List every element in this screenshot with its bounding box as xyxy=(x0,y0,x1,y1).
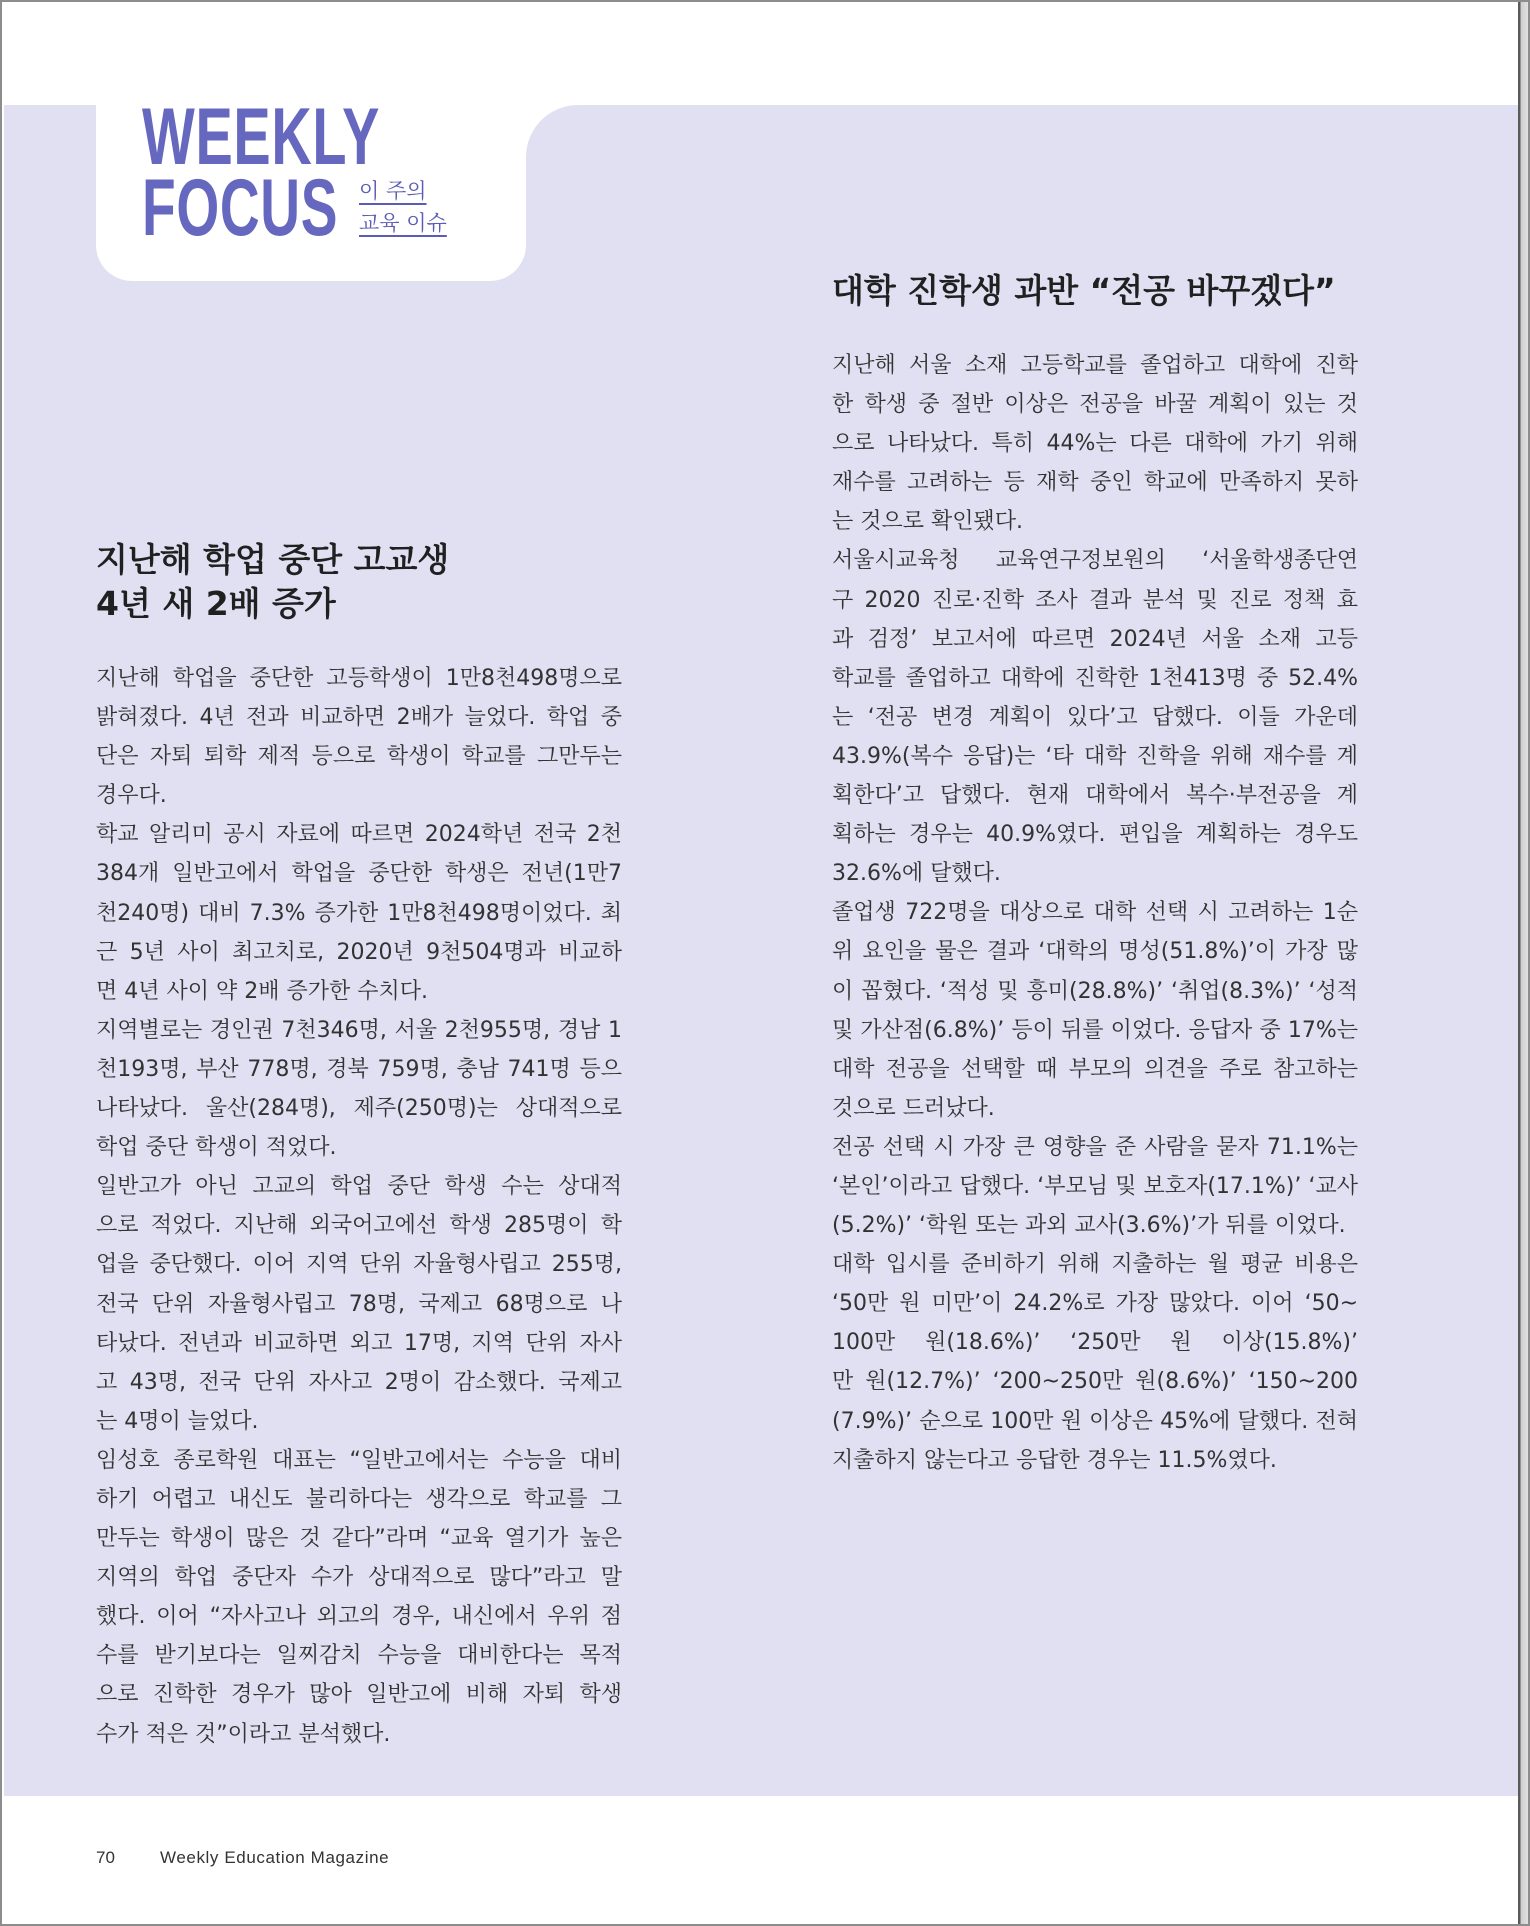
text-line: 위 요인을 물은 결과 ‘대학의 명성(51.8%)’이 가장 많 xyxy=(832,939,1358,965)
text-line: 하기 어렵고 내신도 불리하다는 생각으로 학교를 그 xyxy=(96,1486,622,1512)
text-line: 는 ‘전공 변경 계획이 있다’고 답했다. 이들 가운데 xyxy=(832,704,1358,730)
text-line: 만두는 학생이 많은 것 같다”라며 “교육 열기가 높은 xyxy=(96,1526,622,1552)
weekly-focus-tab xyxy=(96,92,526,281)
text-line: 및 가산점(6.8%)’ 등이 뒤를 이었다. 응답자 중 17%는 xyxy=(832,1017,1358,1043)
text-line: 천240명) 대비 7.3% 증가한 1만8천498명이었다. 최 xyxy=(96,900,622,926)
text-line: 한 학생 중 절반 이상은 전공을 바꿀 계획이 있는 것 xyxy=(832,392,1358,418)
text-line: 으로 적었다. 지난해 외국어고에선 학생 285명이 학 xyxy=(96,1213,622,1239)
page-gutter xyxy=(1518,0,1530,1926)
article-right-headline: 대학 진학생 과반 “전공 바꾸겠다” xyxy=(832,271,1336,310)
text-line: 는 4명이 늘었다. xyxy=(96,1408,259,1434)
text-line: 384개 일반고에서 학업을 중단한 학생은 전년(1만7 xyxy=(96,861,622,887)
text-line: 서울시교육청 교육연구정보원의 ‘서울학생종단연 xyxy=(832,548,1358,574)
text-line: 32.6%에 달했다. xyxy=(832,861,1001,887)
text-line: 구 2020 진로·진학 조사 결과 분석 및 진로 정책 효 xyxy=(832,587,1358,613)
text-line: 근 5년 사이 최고치로, 2020년 9천504명과 비교하 xyxy=(96,939,622,965)
section-tag-line2: 교육 이슈 xyxy=(359,211,447,235)
text-line: ‘50만 원 미만’이 24.2%로 가장 많았다. 이어 ‘50~ xyxy=(832,1291,1358,1317)
article-left-body xyxy=(96,659,622,1754)
text-line: 지역의 학업 중단자 수가 상대적으로 많다”라고 말 xyxy=(96,1565,622,1591)
article-right-body xyxy=(832,346,1358,1480)
text-line: 지난해 학업을 중단한 고등학생이 1만8천498명으로 xyxy=(96,666,622,691)
text-line: 졸업생 722명을 대상으로 대학 선택 시 고려하는 1순 xyxy=(832,900,1358,926)
text-line: 는 것으로 확인됐다. xyxy=(832,509,1023,535)
text-line: 대학 전공을 선택할 때 부모의 의견을 주로 참고하는 xyxy=(832,1056,1358,1082)
text-line: 임성호 종로학원 대표는 “일반고에서는 수능을 대비 xyxy=(96,1447,622,1473)
text-line: 업을 중단했다. 이어 지역 단위 자율형사립고 255명, xyxy=(96,1252,622,1278)
text-line: 것으로 드러났다. xyxy=(832,1095,995,1121)
text-line: 획한다’고 답했다. 현재 대학에서 복수·부전공을 계 xyxy=(832,783,1358,809)
text-line: 일반고가 아닌 고교의 학업 중단 학생 수는 상대적 xyxy=(96,1174,622,1200)
paragraph xyxy=(96,659,622,815)
paragraph xyxy=(832,346,1358,541)
paragraph xyxy=(96,1441,622,1754)
text-line: 나타났다. 울산(284명), 제주(250명)는 상대적으로 xyxy=(96,1096,622,1122)
text-line: 으로 진학한 경우가 많아 일반고에 비해 자퇴 학생 xyxy=(96,1682,622,1708)
text-line: 이 꼽혔다. ‘적성 및 흥미(28.8%)’ ‘취업(8.3%)’ ‘성적 xyxy=(832,978,1358,1004)
article-left-headline-line2: 4년 새 2배 증가 xyxy=(96,584,336,623)
paragraph xyxy=(96,1167,622,1441)
section-tag xyxy=(359,175,447,239)
text-line: 단은 자퇴 퇴학 제적 등으로 학생이 학교를 그만두는 xyxy=(96,744,622,770)
text-line: 획하는 경우는 40.9%였다. 편입을 계획하는 경우도 xyxy=(832,822,1358,848)
masthead-weekly: WEEKLY xyxy=(142,92,381,182)
text-line: 했다. 이어 “자사고나 외고의 경우, 내신에서 우위 점 xyxy=(96,1604,622,1630)
text-line: 재수를 고려하는 등 재학 중인 학교에 만족하지 못하 xyxy=(832,470,1358,496)
magazine-name: Weekly Education Magazine xyxy=(160,1848,390,1867)
text-line: 과 검정’ 보고서에 따르면 2024년 서울 소재 고등 xyxy=(832,626,1358,652)
text-line: 지난해 서울 소재 고등학교를 졸업하고 대학에 진학 xyxy=(832,353,1358,378)
text-line: 수를 받기보다는 일찌감치 수능을 대비한다는 목적 xyxy=(96,1643,622,1669)
text-line: ‘본인’이라고 답했다. ‘부모님 및 보호자(17.1%)’ ‘교사 xyxy=(832,1173,1358,1199)
section-tag-line1: 이 주의 xyxy=(359,179,427,203)
masthead-focus: FOCUS xyxy=(142,163,339,253)
text-line: 밝혀졌다. 4년 전과 비교하면 2배가 늘었다. 학업 중 xyxy=(96,705,622,731)
paragraph xyxy=(832,1245,1358,1480)
article-left-headline xyxy=(96,538,449,626)
paragraph xyxy=(96,815,622,1010)
text-line: 지역별로는 경인권 7천346명, 서울 2천955명, 경남 1 xyxy=(96,1017,622,1043)
article-left-headline-line1: 지난해 학업 중단 고교생 xyxy=(96,540,450,579)
text-line: 천193명, 부산 778명, 경북 759명, 충남 741명 등으 xyxy=(96,1056,622,1082)
page-number: 70 xyxy=(96,1848,115,1867)
paragraph xyxy=(832,541,1358,893)
text-line: 타났다. 전년과 비교하면 외고 17명, 지역 단위 자사 xyxy=(96,1330,622,1356)
text-line: 전공 선택 시 가장 큰 영향을 준 사람을 묻자 71.1%는 xyxy=(832,1134,1358,1160)
text-line: 학교를 졸업하고 대학에 진학한 1천413명 중 52.4% xyxy=(832,665,1358,691)
text-line: (7.9%)’ 순으로 100만 원 이상은 45%에 달했다. 전혀 xyxy=(832,1408,1358,1434)
text-line: 으로 나타났다. 특히 44%는 다른 대학에 가기 위해 xyxy=(832,431,1358,457)
text-line: 고 43명, 전국 단위 자사고 2명이 감소했다. 국제고 xyxy=(96,1369,622,1395)
paragraph xyxy=(832,893,1358,1128)
text-line: 수가 적은 것”이라고 분석했다. xyxy=(96,1721,391,1747)
text-line: 대학 입시를 준비하기 위해 지출하는 월 평균 비용은 xyxy=(832,1252,1358,1278)
text-line: (5.2%)’ ‘학원 또는 과외 교사(3.6%)’가 뒤를 이었다. xyxy=(832,1213,1346,1239)
text-line: 면 4년 사이 약 2배 증가한 수치다. xyxy=(96,978,428,1004)
text-line: 지출하지 않는다고 응답한 경우는 11.5%였다. xyxy=(832,1447,1277,1473)
text-line: 100만 원(18.6%)’ ‘250만 원 이상(15.8%)’ xyxy=(832,1330,1358,1356)
text-line: 만 원(12.7%)’ ‘200~250만 원(8.6%)’ ‘150~200 xyxy=(832,1369,1358,1395)
text-line: 43.9%(복수 응답)는 ‘타 대학 진학을 위해 재수를 계 xyxy=(832,743,1358,769)
paragraph xyxy=(832,1128,1358,1245)
text-line: 학업 중단 학생이 적었다. xyxy=(96,1135,337,1161)
text-line: 경우다. xyxy=(96,783,167,809)
text-line: 전국 단위 자율형사립고 78명, 국제고 68명으로 나 xyxy=(96,1291,622,1317)
paragraph xyxy=(96,1011,622,1167)
text-line: 학교 알리미 공시 자료에 따르면 2024학년 전국 2천 xyxy=(96,822,622,848)
